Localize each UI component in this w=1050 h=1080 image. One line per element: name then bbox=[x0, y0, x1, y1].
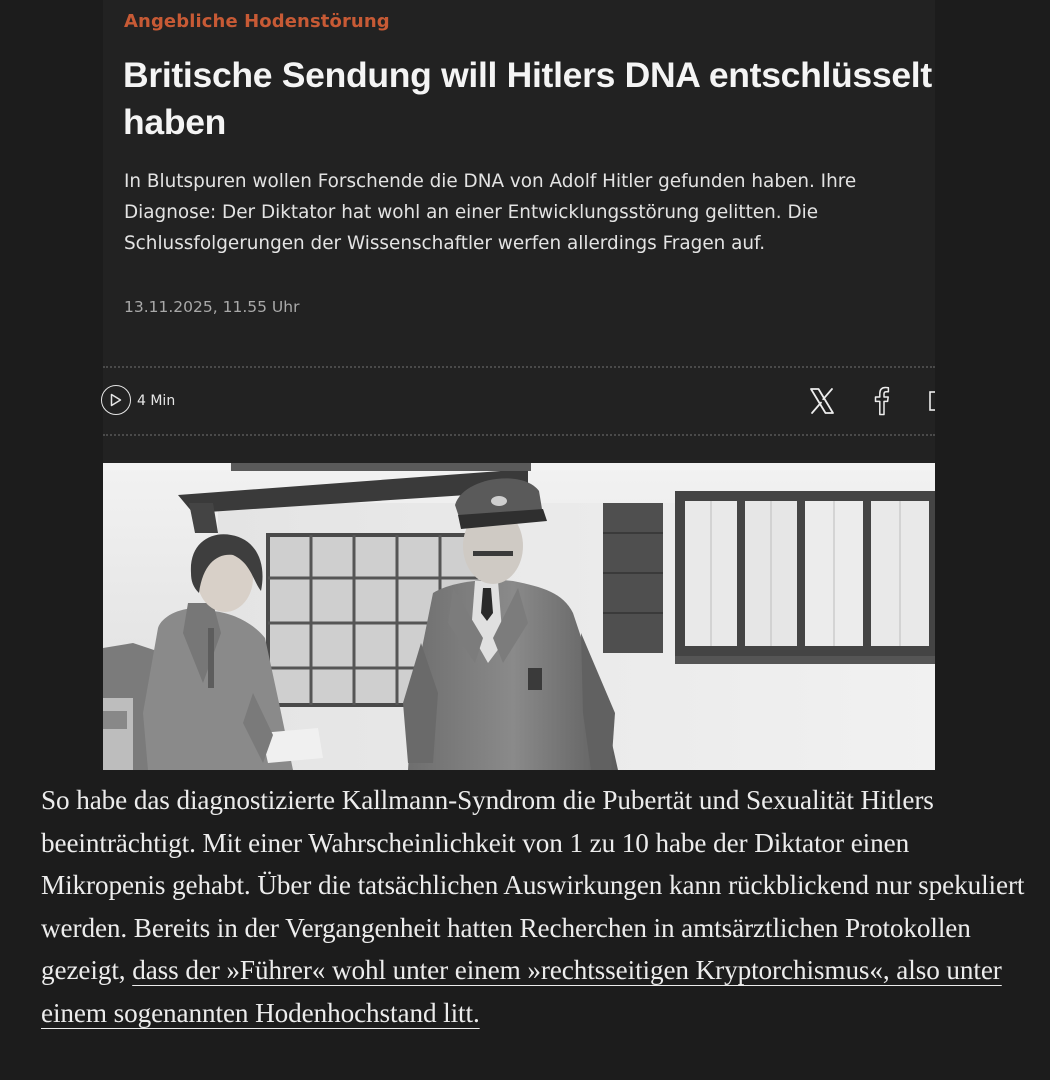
article-teaser: In Blutspuren wollen Forschende die DNA von Adolf Hitler gefunden haben. Ihre Diagnose: Der Diktator hat wohl an einer Entwicklungsstörung gelitten. Die Schlussfolgerungen der Wissenschaftler werfen allerdings Fragen auf. bbox=[124, 171, 857, 254]
play-circle-icon bbox=[110, 393, 122, 407]
publish-date: 13.11.2025, 11.55 Uhr bbox=[124, 298, 300, 316]
body-text: So habe das diagnostizierte Kallmann-Syndrom die Pubertät und Sexualität Hitlers beeinträchtigt. Mit einer Wahrscheinlichkeit von 1 zu 10 habe der Diktator einen Mikropenis gehabt. Über die tatsächlichen Auswirkungen kann rückblickend nur spekuliert werden. Bereits in der Vergangenheit hatten Recherchen in amtsärztlichen Protokollen gezeigt, bbox=[41, 785, 1025, 986]
play-audio-button[interactable] bbox=[101, 385, 131, 415]
x-logo-icon bbox=[809, 387, 835, 415]
share-facebook-button[interactable] bbox=[872, 385, 892, 417]
facebook-icon bbox=[872, 385, 892, 417]
article-body-paragraph bbox=[41, 779, 1031, 1035]
article-photo-illustration bbox=[103, 463, 935, 770]
article-photo bbox=[103, 463, 935, 770]
divider-bottom bbox=[103, 434, 935, 436]
divider-top bbox=[103, 366, 935, 368]
article-headline: Britische Sendung will Hitlers DNA entschlüsselt haben bbox=[123, 55, 932, 142]
share-x-button[interactable] bbox=[809, 387, 835, 415]
body-inline-link[interactable]: dass der »Führer« wohl unter einem »rechtsseitigen Kryptorchismus«, also unter einem sogenannten Hodenhochstand litt. bbox=[41, 955, 1002, 1028]
article-kicker: Angebliche Hodenstörung bbox=[124, 11, 390, 32]
share-more-icon bbox=[929, 390, 935, 412]
share-more-button[interactable] bbox=[929, 390, 935, 412]
audio-duration: 4 Min bbox=[137, 393, 176, 409]
